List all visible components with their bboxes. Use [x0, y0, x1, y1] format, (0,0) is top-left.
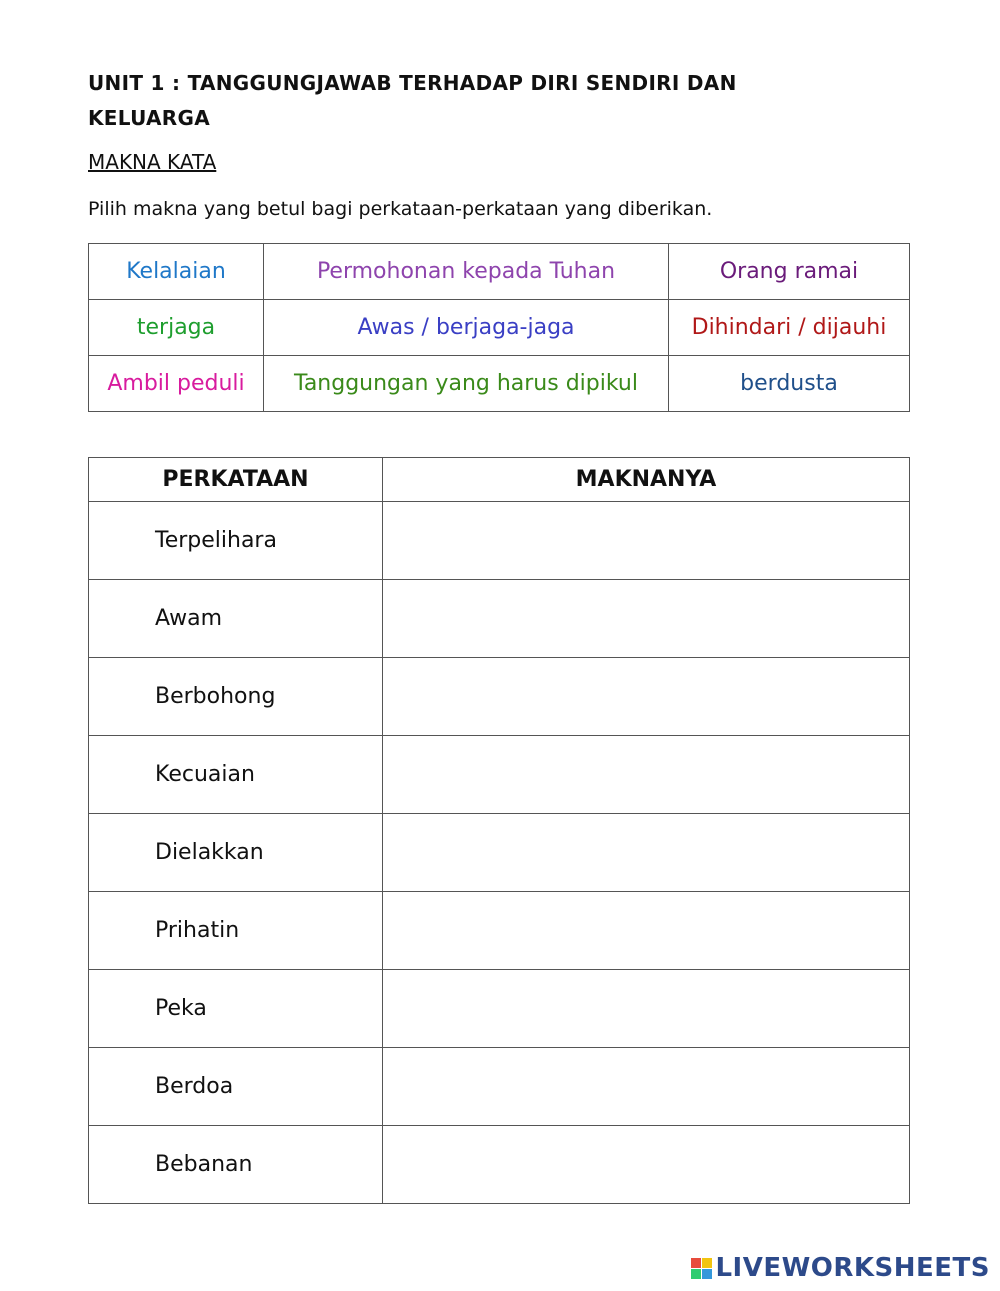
option-cell[interactable]: Tanggungan yang harus dipikul [264, 356, 669, 412]
option-cell[interactable]: Permohonan kepada Tuhan [264, 244, 669, 300]
answer-drop-zone[interactable] [383, 892, 910, 970]
table-row [89, 736, 910, 814]
options-row [89, 244, 910, 300]
table-row [89, 580, 910, 658]
option-cell[interactable]: Awas / berjaga-jaga [264, 300, 669, 356]
table-row [89, 970, 910, 1048]
answer-drop-zone[interactable] [383, 736, 910, 814]
word-cell: Berdoa [89, 1048, 383, 1126]
option-cell[interactable]: Kelalaian [89, 244, 264, 300]
table-row [89, 658, 910, 736]
section-subtitle: MAKNA KATA [88, 150, 217, 174]
header-maknanya: MAKNANYA [383, 458, 910, 502]
word-cell: Peka [89, 970, 383, 1048]
header-perkataan: PERKATAAN [89, 458, 383, 502]
answer-drop-zone[interactable] [383, 1126, 910, 1204]
options-table [88, 243, 910, 412]
option-cell[interactable]: Ambil peduli [89, 356, 264, 412]
brand-name: LIVEWORKSHEETS [715, 1253, 990, 1283]
answer-header-row [89, 458, 910, 502]
table-row [89, 1126, 910, 1204]
answer-drop-zone[interactable] [383, 970, 910, 1048]
word-cell: Bebanan [89, 1126, 383, 1204]
table-row [89, 892, 910, 970]
table-row [89, 1048, 910, 1126]
answer-drop-zone[interactable] [383, 658, 910, 736]
answer-drop-zone[interactable] [383, 1048, 910, 1126]
option-cell[interactable]: terjaga [89, 300, 264, 356]
option-cell[interactable]: Dihindari / dijauhi [669, 300, 910, 356]
page-title: UNIT 1 : TANGGUNGJAWAB TERHADAP DIRI SENDIRI DAN KELUARGA [88, 71, 737, 130]
word-cell: Kecuaian [89, 736, 383, 814]
instruction-text: Pilih makna yang betul bagi perkataan-perkataan yang diberikan. [88, 198, 713, 220]
table-row [89, 814, 910, 892]
options-row [89, 300, 910, 356]
answer-table [88, 457, 910, 1204]
options-row [89, 356, 910, 412]
word-cell: Prihatin [89, 892, 383, 970]
table-row [89, 502, 910, 580]
word-cell: Berbohong [89, 658, 383, 736]
logo-blocks-icon [691, 1258, 712, 1279]
option-cell[interactable]: Orang ramai [669, 244, 910, 300]
answer-drop-zone[interactable] [383, 814, 910, 892]
answer-drop-zone[interactable] [383, 580, 910, 658]
option-cell[interactable]: berdusta [669, 356, 910, 412]
word-cell: Terpelihara [89, 502, 383, 580]
word-cell: Dielakkan [89, 814, 383, 892]
word-cell: Awam [89, 580, 383, 658]
answer-drop-zone[interactable] [383, 502, 910, 580]
liveworksheets-logo [691, 1253, 990, 1283]
